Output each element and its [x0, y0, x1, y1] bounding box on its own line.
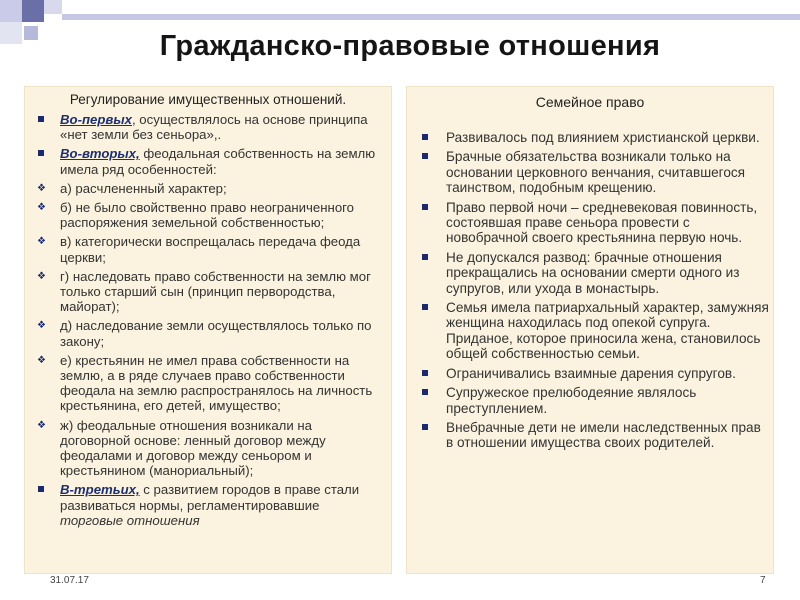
decor-square — [24, 26, 38, 40]
list-item: ❖ б) не было свойственно право неограниченного распоряжения земельной собственностью; — [37, 200, 355, 231]
decor-square — [44, 0, 62, 14]
slide-date: 31.07.17 — [50, 575, 89, 586]
square-bullet-icon — [422, 424, 428, 430]
panel-heading: Семейное право — [535, 94, 645, 110]
square-bullet-icon — [422, 389, 428, 395]
square-bullet-icon — [422, 134, 428, 140]
square-bullet-icon — [38, 150, 44, 156]
list-item: ❖ ж) феодальные отношения возникали на договорной основе: ленный договор между феодалами и договор между сеньором и крестьянином (манориальный); — [37, 417, 326, 479]
decor-square — [22, 0, 44, 22]
family-law-list — [418, 130, 770, 455]
list-item: Во-первых, осуществлялось на основе принципа «нет земли без сеньора»,. — [34, 112, 386, 142]
decor-square — [0, 0, 22, 22]
list-item: Во-вторых, феодальная собственность на землю имела ряд особенностей: — [34, 146, 386, 176]
list-item: ❖ д) наследование земли осуществлялось только по закону; — [37, 318, 372, 349]
list-item: Право первой ночи – средневековая повинность, состоявшая праве сеньора провести с новобрачной своего крестьянина первую ночь. — [418, 200, 770, 246]
family-law-panel — [406, 86, 774, 574]
list-item: ❖ г) наследовать право собственности на землю мог только старший сын (принцип первородства, майорат); — [37, 268, 371, 315]
diamond-bullet-icon: ❖ — [37, 202, 46, 214]
list-item: ❖ е) крестьянин не имел права собственности на землю, а в ряде случаев право собственности феодала на землю распространялось на личность крестьянина, его детей, имущество; — [37, 352, 373, 414]
decor-bar — [62, 14, 800, 20]
diamond-bullet-icon: ❖ — [37, 320, 46, 332]
slide-title: Гражданско-правовые отношения — [159, 30, 661, 62]
list-item: В-третьих, с развитием городов в праве стали развиваться нормы, регламентировавшие торговые отношения — [34, 482, 386, 528]
list-item: Семья имела патриархальный характер, замужняя женщина находилась под опекой супруга. Приданое, которое приносила жена, становилось общей собственностью семьи. — [418, 300, 770, 362]
square-bullet-icon — [422, 153, 428, 159]
slide-number: 7 — [760, 575, 766, 586]
square-bullet-icon — [38, 116, 44, 122]
diamond-bullet-icon: ❖ — [37, 236, 46, 248]
list-item: Ограничивались взаимные дарения супругов. — [418, 366, 770, 381]
property-relations-panel — [24, 86, 392, 574]
square-bullet-icon — [38, 486, 44, 492]
square-bullet-icon — [422, 304, 428, 310]
panel-heading: Регулирование имущественных отношений. — [69, 92, 347, 107]
square-bullet-icon — [422, 204, 428, 210]
list-item: Развивалось под влиянием христианской церкви. — [418, 130, 770, 145]
square-bullet-icon — [422, 254, 428, 260]
diamond-bullet-icon: ❖ — [37, 182, 46, 194]
list-item: Не допускался развод: брачные отношения прекращались на основании смерти одного из супругов, или ухода в монастырь. — [418, 250, 770, 296]
property-list — [34, 112, 386, 532]
list-item: Супружеское прелюбодеяние являлось преступлением. — [418, 385, 770, 416]
list-item: Брачные обязательства возникали только на основании церковного венчания, считавшегося таинством, подобным крещению. — [418, 149, 770, 195]
decor-square — [0, 22, 22, 44]
list-item: Внебрачные дети не имели наследственных прав в отношении имущества своих родителей. — [418, 420, 770, 451]
square-bullet-icon — [422, 370, 428, 376]
diamond-bullet-icon: ❖ — [37, 354, 46, 366]
diamond-bullet-icon: ❖ — [37, 419, 46, 431]
list-item: ❖ в) категорически воспрещалась передача феода церкви; — [37, 234, 361, 265]
list-item: ❖ а) расчлененный характер; — [37, 180, 227, 196]
diamond-bullet-icon: ❖ — [37, 270, 46, 282]
